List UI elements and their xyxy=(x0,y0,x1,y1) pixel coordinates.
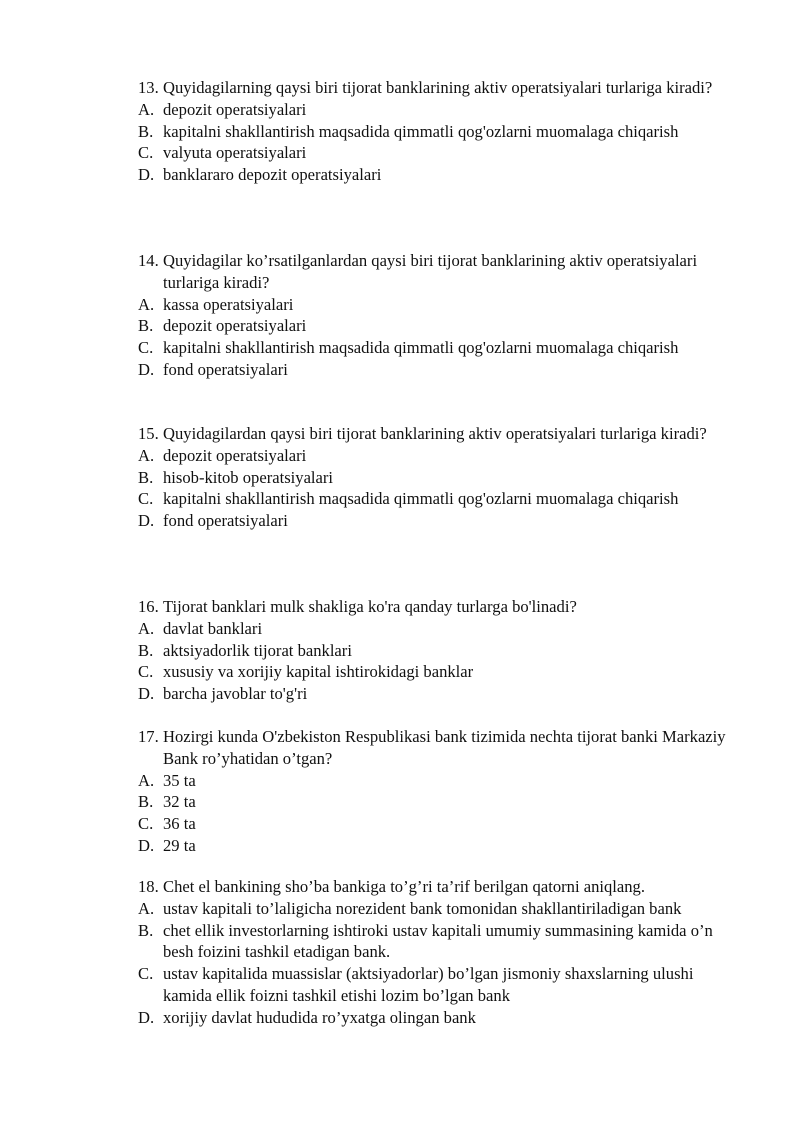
question-17 xyxy=(138,726,738,857)
option-letter: D. xyxy=(138,359,155,379)
option-text: 36 ta xyxy=(163,814,196,834)
option-text: kapitalni shakllantirish maqsadida qimmatli qog'ozlarni muomalaga chiqarish xyxy=(163,338,679,358)
option-text: 35 ta xyxy=(163,770,196,790)
answer-option-c xyxy=(138,337,738,359)
question-text: Quyidagilarning qaysi biri tijorat banklarining aktiv operatsiyalari turlariga kiradi? xyxy=(163,78,713,97)
question-number: 15. xyxy=(138,424,159,443)
question-number: 13. xyxy=(138,78,159,97)
question-14 xyxy=(138,250,738,381)
answer-option-a xyxy=(138,618,738,640)
option-text: xorijiy davlat hududida ro’yxatga olingan bank xyxy=(163,1007,476,1027)
option-text: aktsiyadorlik tijorat banklari xyxy=(163,640,352,660)
question-number: 16. xyxy=(138,597,159,616)
question-16 xyxy=(138,596,738,705)
answer-option-a xyxy=(138,770,738,792)
answer-option-b xyxy=(138,640,738,662)
question-stem xyxy=(138,876,738,898)
question-stem xyxy=(138,77,738,99)
option-text: 32 ta xyxy=(163,792,196,812)
option-text: xususiy va xorijiy kapital ishtirokidagi banklar xyxy=(163,662,474,682)
question-stem xyxy=(138,250,738,294)
option-text: banklararo depozit operatsiyalari xyxy=(163,165,382,185)
question-stem xyxy=(138,596,738,618)
option-text: fond operatsiyalari xyxy=(163,359,288,379)
option-letter: A. xyxy=(138,618,155,638)
question-text: Chet el bankining sho’ba bankiga to’g’ri ta’rif berilgan qatorni aniqlang. xyxy=(163,877,645,896)
option-letter: A. xyxy=(138,898,155,918)
question-stem xyxy=(138,726,738,770)
question-text: Quyidagilardan qaysi biri tijorat banklarining aktiv operatsiyalari turlariga kiradi? xyxy=(163,424,707,443)
option-letter: C. xyxy=(138,489,154,509)
option-letter: A. xyxy=(138,445,155,465)
question-18 xyxy=(138,876,738,1029)
question-number: 17. xyxy=(138,727,159,746)
option-letter: C. xyxy=(138,662,154,682)
answer-option-d xyxy=(138,835,738,857)
option-letter: D. xyxy=(138,1007,155,1027)
option-letter: A. xyxy=(138,294,155,314)
question-text: Tijorat banklari mulk shakliga ko'ra qanday turlarga bo'linadi? xyxy=(163,597,577,616)
option-letter: A. xyxy=(138,770,155,790)
answer-option-d xyxy=(138,1007,738,1029)
answer-option-a xyxy=(138,445,738,467)
option-letter: C. xyxy=(138,964,154,984)
option-letter: D. xyxy=(138,165,155,185)
answer-option-b xyxy=(138,315,738,337)
option-text: davlat banklari xyxy=(163,618,263,638)
answer-option-b xyxy=(138,791,738,813)
answer-option-a xyxy=(138,898,738,920)
option-text: 29 ta xyxy=(163,835,196,855)
question-number: 14. xyxy=(138,251,159,270)
option-text: hisob-kitob operatsiyalari xyxy=(163,467,334,487)
option-letter: B. xyxy=(138,920,154,940)
option-text: kassa operatsiyalari xyxy=(163,294,294,314)
answer-option-d xyxy=(138,510,738,532)
question-15 xyxy=(138,423,738,532)
option-letter: C. xyxy=(138,143,154,163)
answer-option-c xyxy=(138,963,738,1007)
answer-option-c xyxy=(138,813,738,835)
answer-option-b xyxy=(138,467,738,489)
option-text: depozit operatsiyalari xyxy=(163,316,307,336)
answer-option-a xyxy=(138,99,738,121)
option-letter: A. xyxy=(138,99,155,119)
question-number: 18. xyxy=(138,877,159,896)
option-text: depozit operatsiyalari xyxy=(163,445,307,465)
option-letter: D. xyxy=(138,835,155,855)
option-text: kapitalni shakllantirish maqsadida qimmatli qog'ozlarni muomalaga chiqarish xyxy=(163,489,679,509)
option-letter: B. xyxy=(138,467,154,487)
option-letter: B. xyxy=(138,640,154,660)
option-text: valyuta operatsiyalari xyxy=(163,143,307,163)
answer-option-d xyxy=(138,359,738,381)
option-text: kapitalni shakllantirish maqsadida qimmatli qog'ozlarni muomalaga chiqarish xyxy=(163,121,679,141)
question-stem xyxy=(138,423,738,445)
answer-option-b xyxy=(138,121,738,143)
option-letter: D. xyxy=(138,684,155,704)
option-text: chet ellik investorlarning ishtiroki ustav kapitali umumiy summasining kamida o’n besh foizini tashkil etadigan bank. xyxy=(163,920,713,962)
option-text: ustav kapitalida muassislar (aktsiyadorlar) bo’lgan jismoniy shaxslarning ulushi kamida ellik foizni tashkil etishi lozim bo’lgan bank xyxy=(163,964,694,1005)
answer-option-c xyxy=(138,661,738,683)
option-text: depozit operatsiyalari xyxy=(163,99,307,119)
answer-option-d xyxy=(138,683,738,705)
answer-option-d xyxy=(138,164,738,186)
option-letter: C. xyxy=(138,338,154,358)
option-letter: C. xyxy=(138,814,154,834)
answer-option-b xyxy=(138,920,738,964)
answer-option-c xyxy=(138,488,738,510)
question-text: Quyidagilar ko’rsatilganlardan qaysi biri tijorat banklarining aktiv operatsiyalari turlariga kiradi? xyxy=(163,251,698,292)
option-text: ustav kapitali to’laligicha norezident bank tomonidan shakllantiriladigan bank xyxy=(163,898,682,918)
answer-option-a xyxy=(138,294,738,316)
option-letter: D. xyxy=(138,511,155,531)
option-letter: B. xyxy=(138,792,154,812)
option-text: barcha javoblar to'g'ri xyxy=(163,684,308,704)
option-text: fond operatsiyalari xyxy=(163,511,288,531)
option-letter: B. xyxy=(138,316,154,336)
question-text: Hozirgi kunda O'zbekiston Respublikasi bank tizimida nechta tijorat banki Markaziy Bank ro’yhatidan o’tgan? xyxy=(163,727,726,768)
answer-option-c xyxy=(138,142,738,164)
question-13 xyxy=(138,77,738,186)
option-letter: B. xyxy=(138,121,154,141)
